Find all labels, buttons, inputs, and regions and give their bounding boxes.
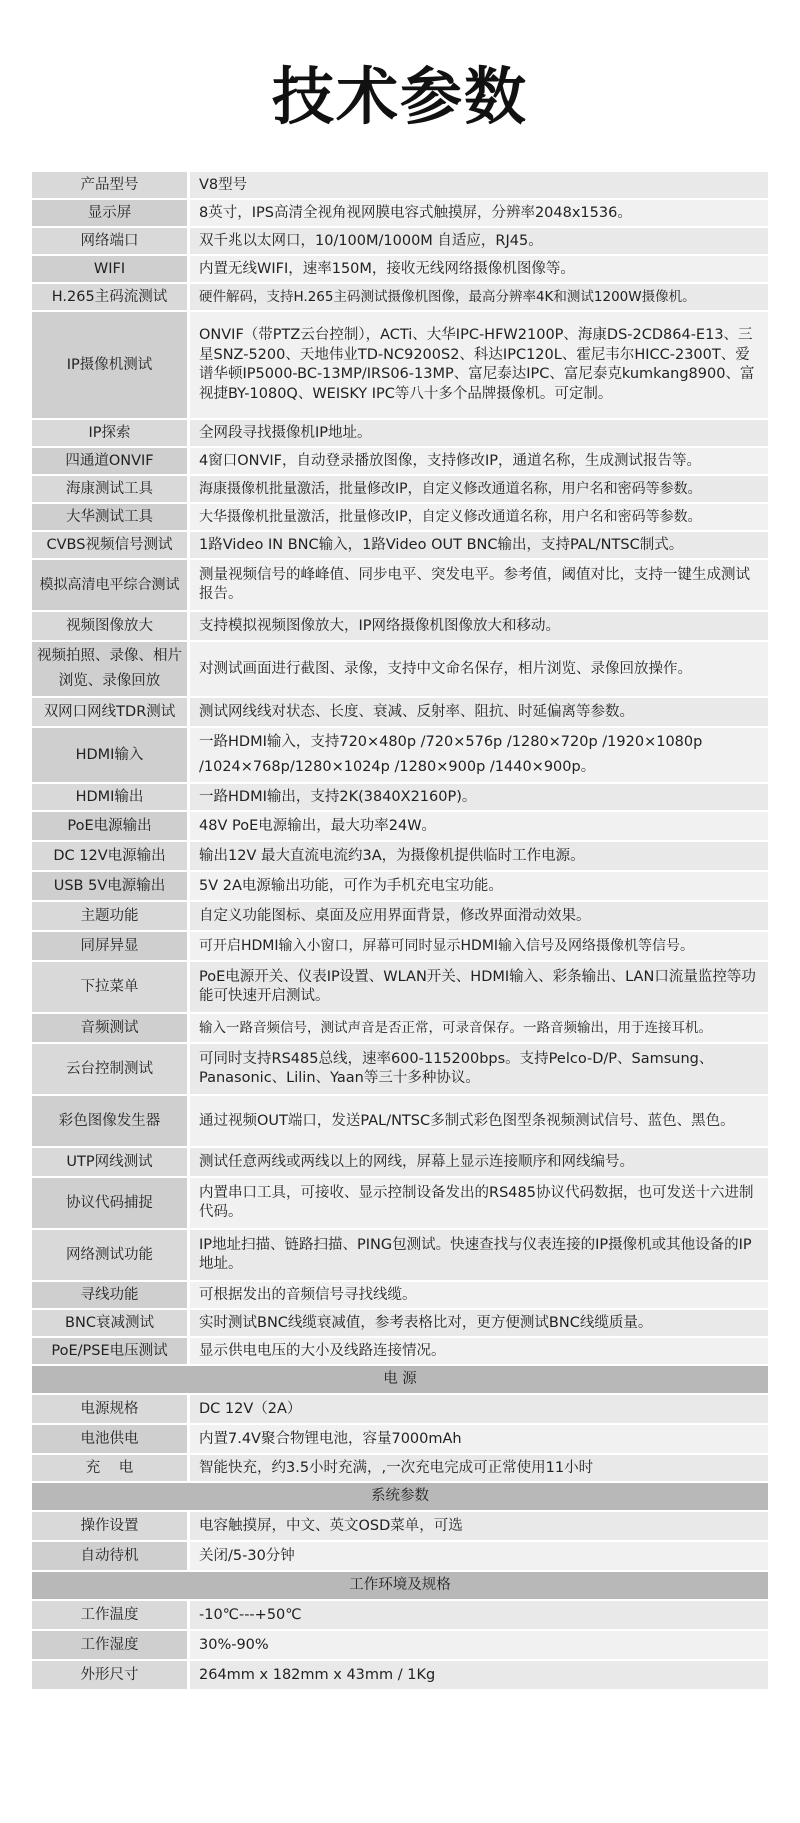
spec-row <box>32 1338 768 1366</box>
spec-value: 实时测试BNC线缆衰减值，参考表格比对，更方便测试BNC线缆质量。 <box>190 1310 768 1336</box>
section-header-environment: 工作环境及规格 <box>32 1572 768 1601</box>
spec-value: 自定义功能图标、桌面及应用界面背景，修改界面滑动效果。 <box>190 902 768 930</box>
spec-value: 一路HDMI输出，支持2K(3840X2160P)。 <box>190 784 768 810</box>
spec-label: 网络测试功能 <box>32 1230 190 1280</box>
spec-label: H.265主码流测试 <box>32 284 190 310</box>
spec-label: 四通道ONVIF <box>32 448 190 474</box>
spec-label: 电源规格 <box>32 1395 190 1423</box>
spec-value: V8型号 <box>190 172 768 198</box>
page-title: 技术参数 <box>271 60 528 133</box>
spec-value: 海康摄像机批量激活，批量修改IP，自定义修改通道名称，用户名和密码等参数。 <box>190 476 768 502</box>
spec-row <box>32 284 768 312</box>
spec-label: WIFI <box>32 256 190 282</box>
spec-label: 自动待机 <box>32 1542 190 1570</box>
spec-label: BNC衰减测试 <box>32 1310 190 1336</box>
spec-row <box>32 1395 768 1425</box>
spec-value: 显示供电电压的大小及线路连接情况。 <box>190 1338 768 1364</box>
spec-label: 主题功能 <box>32 902 190 930</box>
spec-value: 一路HDMI输入，支持720×480p /720×576p /1280×720p /1920×1080p /1024×768p/1280×1024p /1280×900p /1440×900p。 <box>190 728 768 782</box>
spec-row <box>32 476 768 504</box>
spec-label: 模拟高清电平综合测试 <box>32 560 190 610</box>
spec-value: 1路Video IN BNC输入，1路Video OUT BNC输出，支持PAL/NTSC制式。 <box>190 532 768 558</box>
spec-row <box>32 1014 768 1044</box>
spec-row <box>32 1455 768 1483</box>
spec-value: 测试网线线对状态、长度、衰减、反射率、阻抗、时延偏离等参数。 <box>190 698 768 726</box>
spec-label: 视频图像放大 <box>32 612 190 640</box>
spec-row <box>32 728 768 784</box>
spec-table <box>32 172 768 1691</box>
spec-row <box>32 1512 768 1542</box>
spec-row <box>32 1230 768 1282</box>
spec-label: PoE电源输出 <box>32 812 190 840</box>
section-header-system: 系统参数 <box>32 1483 768 1512</box>
spec-row <box>32 312 768 420</box>
spec-label: 工作温度 <box>32 1601 190 1629</box>
spec-value: 双千兆以太网口，10/100M/1000M 自适应，RJ45。 <box>190 228 768 254</box>
spec-label: 海康测试工具 <box>32 476 190 502</box>
spec-value: 输入一路音频信号，测试声音是否正常，可录音保存。一路音频输出，用于连接耳机。 <box>190 1014 768 1042</box>
spec-row <box>32 784 768 812</box>
spec-row <box>32 1601 768 1631</box>
spec-row <box>32 1044 768 1096</box>
spec-row <box>32 200 768 228</box>
spec-row <box>32 698 768 728</box>
spec-row <box>32 872 768 902</box>
spec-label: USB 5V电源输出 <box>32 872 190 900</box>
spec-value: PoE电源开关、仪表IP设置、WLAN开关、HDMI输入、彩条输出、LAN口流量监控等功能可快速开启测试。 <box>190 962 768 1012</box>
spec-value: 支持模拟视频图像放大，IP网络摄像机图像放大和移动。 <box>190 612 768 640</box>
spec-row <box>32 420 768 448</box>
spec-label: CVBS视频信号测试 <box>32 532 190 558</box>
spec-label: 下拉菜单 <box>32 962 190 1012</box>
spec-value: 5V 2A电源输出功能，可作为手机充电宝功能。 <box>190 872 768 900</box>
spec-label: 云台控制测试 <box>32 1044 190 1094</box>
spec-value: 智能快充，约3.5小时充满，,一次充电完成可正常使用11小时 <box>190 1455 768 1481</box>
spec-value: 关闭/5-30分钟 <box>190 1542 768 1570</box>
spec-label: 网络端口 <box>32 228 190 254</box>
spec-row <box>32 812 768 842</box>
spec-value: 内置7.4V聚合物锂电池，容量7000mAh <box>190 1425 768 1453</box>
spec-row <box>32 1178 768 1230</box>
spec-label: 操作设置 <box>32 1512 190 1540</box>
spec-value: 48V PoE电源输出，最大功率24W。 <box>190 812 768 840</box>
spec-row <box>32 1310 768 1338</box>
section-header-power: 电 源 <box>32 1366 768 1395</box>
spec-label: 显示屏 <box>32 200 190 226</box>
spec-row <box>32 256 768 284</box>
spec-label: 工作湿度 <box>32 1631 190 1659</box>
spec-row <box>32 228 768 256</box>
spec-row <box>32 448 768 476</box>
spec-value: 测量视频信号的峰峰值、同步电平、突发电平。参考值，阈值对比，支持一键生成测试报告。 <box>190 560 768 610</box>
spec-row <box>32 1425 768 1455</box>
spec-label: IP摄像机测试 <box>32 312 190 418</box>
spec-label: HDMI输入 <box>32 728 190 782</box>
spec-value: 通过视频OUT端口，发送PAL/NTSC多制式彩色图型条视频测试信号、蓝色、黑色。 <box>190 1096 768 1146</box>
spec-label: 彩色图像发生器 <box>32 1096 190 1146</box>
spec-value: DC 12V（2A） <box>190 1395 768 1423</box>
spec-value: 可同时支持RS485总线，速率600-115200bps。支持Pelco-D/P、Samsung、Panasonic、Lilin、Yaan等三十多种协议。 <box>190 1044 768 1094</box>
spec-label: 充 电 <box>32 1455 190 1481</box>
spec-row <box>32 1542 768 1572</box>
spec-row <box>32 642 768 698</box>
spec-row <box>32 842 768 872</box>
spec-label: 双网口网线TDR测试 <box>32 698 190 726</box>
spec-value: 4窗口ONVIF，自动登录播放图像，支持修改IP，通道名称，生成测试报告等。 <box>190 448 768 474</box>
spec-row <box>32 932 768 962</box>
spec-value: -10℃---+50℃ <box>190 1601 768 1629</box>
spec-value: 全网段寻找摄像机IP地址。 <box>190 420 768 446</box>
spec-label: 音频测试 <box>32 1014 190 1042</box>
spec-value: 输出12V 最大直流电流约3A，为摄像机提供临时工作电源。 <box>190 842 768 870</box>
spec-label: 产品型号 <box>32 172 190 198</box>
spec-value: 电容触摸屏，中文、英文OSD菜单，可选 <box>190 1512 768 1540</box>
spec-value: 对测试画面进行截图、录像，支持中文命名保存，相片浏览、录像回放操作。 <box>190 642 768 696</box>
spec-label: 电池供电 <box>32 1425 190 1453</box>
spec-label: 视频拍照、录像、相片浏览、录像回放 <box>32 642 190 696</box>
spec-label: PoE/PSE电压测试 <box>32 1338 190 1364</box>
spec-row <box>32 1661 768 1691</box>
spec-value: ONVIF（带PTZ云台控制），ACTi、大华IPC-HFW2100P、海康DS-2CD864-E13、三星SNZ-5200、天地伟业TD-NC9200S2、科达IPC120L、霍尼韦尔HICC-2300T、爱谱华顿IP5000-BC-13MP/IRS06-13MP、富尼泰达IPC、富尼泰克kumkang8900、富视捷BY-1080Q、WEISKY IPC等八十多个品牌摄像机。可定制。 <box>190 312 768 418</box>
spec-value: 264mm x 182mm x 43mm / 1Kg <box>190 1661 768 1689</box>
spec-label: UTP网线测试 <box>32 1148 190 1176</box>
spec-row <box>32 504 768 532</box>
spec-label: 外形尺寸 <box>32 1661 190 1689</box>
spec-row <box>32 1096 768 1148</box>
spec-value: 大华摄像机批量激活，批量修改IP，自定义修改通道名称，用户名和密码等参数。 <box>190 504 768 530</box>
spec-row <box>32 532 768 560</box>
spec-value: 可开启HDMI输入小窗口，屏幕可同时显示HDMI输入信号及网络摄像机等信号。 <box>190 932 768 960</box>
spec-row <box>32 612 768 642</box>
spec-value: 内置无线WIFI，速率150M，接收无线网络摄像机图像等。 <box>190 256 768 282</box>
spec-value: 可根据发出的音频信号寻找线缆。 <box>190 1282 768 1308</box>
spec-value: 内置串口工具，可接收、显示控制设备发出的RS485协议代码数据，也可发送十六进制代码。 <box>190 1178 768 1228</box>
spec-label: 寻线功能 <box>32 1282 190 1308</box>
spec-row <box>32 1148 768 1178</box>
spec-value: 硬件解码，支持H.265主码测试摄像机图像，最高分辨率4K和测试1200W摄像机。 <box>190 284 768 310</box>
spec-row <box>32 1631 768 1661</box>
spec-label: 同屏异显 <box>32 932 190 960</box>
spec-row <box>32 902 768 932</box>
spec-row <box>32 172 768 200</box>
spec-value: 8英寸，IPS高清全视角视网膜电容式触摸屏，分辨率2048x1536。 <box>190 200 768 226</box>
spec-value: IP地址扫描、链路扫描、PING包测试。快速查找与仪表连接的IP摄像机或其他设备的IP地址。 <box>190 1230 768 1280</box>
spec-row <box>32 962 768 1014</box>
spec-label: 大华测试工具 <box>32 504 190 530</box>
spec-label: HDMI输出 <box>32 784 190 810</box>
spec-row <box>32 560 768 612</box>
spec-label: IP探索 <box>32 420 190 446</box>
spec-row <box>32 1282 768 1310</box>
spec-value: 测试任意两线或两线以上的网线，屏幕上显示连接顺序和网线编号。 <box>190 1148 768 1176</box>
spec-value: 30%-90% <box>190 1631 768 1659</box>
spec-label: DC 12V电源输出 <box>32 842 190 870</box>
spec-label: 协议代码捕捉 <box>32 1178 190 1228</box>
